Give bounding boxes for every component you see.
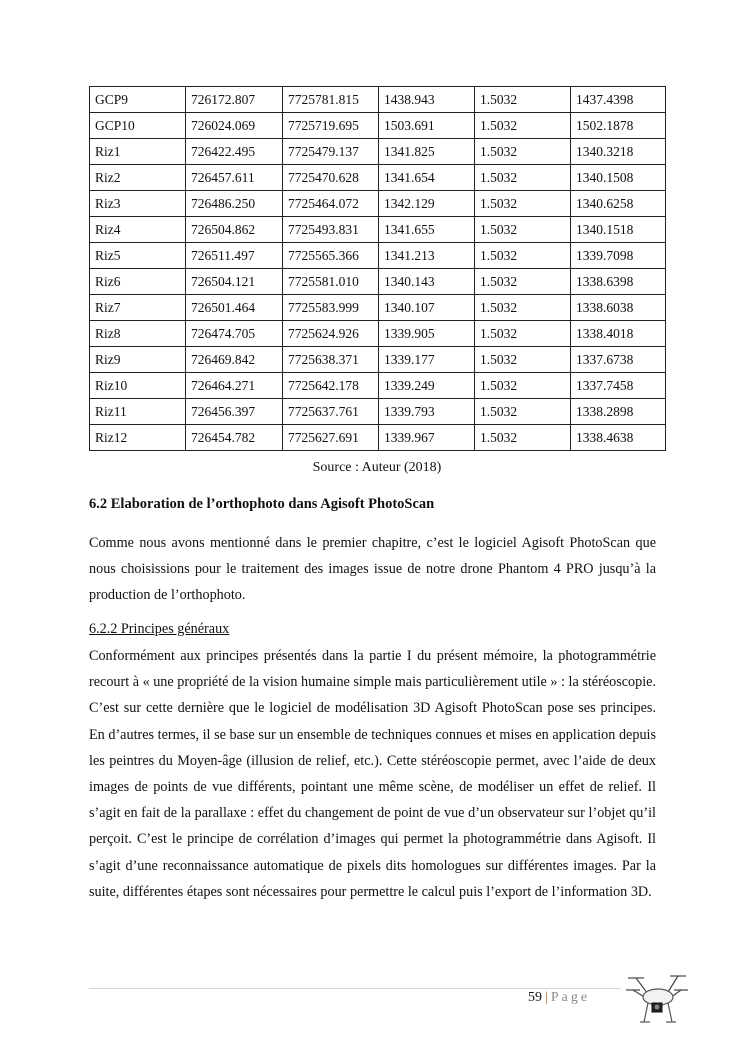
- table-cell: 1438.943: [379, 87, 475, 113]
- table-cell: 7725493.831: [283, 217, 379, 243]
- table-cell: 1338.6398: [571, 269, 666, 295]
- table-cell: 1.5032: [475, 243, 571, 269]
- table-cell: 7725464.072: [283, 191, 379, 217]
- page-label: Page: [550, 990, 591, 1005]
- table-cell: 1.5032: [475, 191, 571, 217]
- table-row: [90, 113, 666, 139]
- table-cell: 726504.121: [186, 269, 283, 295]
- table-row: [90, 217, 666, 243]
- table-cell: 726486.250: [186, 191, 283, 217]
- table-row: [90, 165, 666, 191]
- table-row: [90, 373, 666, 399]
- table-cell: 7725624.926: [283, 321, 379, 347]
- table-cell: 1338.4638: [571, 425, 666, 451]
- table-cell: 1437.4398: [571, 87, 666, 113]
- table-cell: Riz10: [90, 373, 186, 399]
- table-cell: Riz6: [90, 269, 186, 295]
- table-cell: 1339.7098: [571, 243, 666, 269]
- table-cell: 1341.825: [379, 139, 475, 165]
- table-cell: 7725638.371: [283, 347, 379, 373]
- table-cell: 1341.213: [379, 243, 475, 269]
- table-cell: 1.5032: [475, 425, 571, 451]
- table-cell: Riz2: [90, 165, 186, 191]
- table-cell: 7725627.691: [283, 425, 379, 451]
- table-cell: 1340.107: [379, 295, 475, 321]
- table-row: [90, 87, 666, 113]
- coordinates-table: [89, 86, 666, 451]
- table-cell: 726474.705: [186, 321, 283, 347]
- table-cell: 726501.464: [186, 295, 283, 321]
- table-cell: 1.5032: [475, 87, 571, 113]
- table-cell: 1339.249: [379, 373, 475, 399]
- table-row: [90, 139, 666, 165]
- table-cell: 7725642.178: [283, 373, 379, 399]
- table-cell: 1340.143: [379, 269, 475, 295]
- table-cell: 726464.271: [186, 373, 283, 399]
- table-cell: 726511.497: [186, 243, 283, 269]
- table-cell: 1340.1508: [571, 165, 666, 191]
- table-cell: 7725581.010: [283, 269, 379, 295]
- table-cell: 1338.6038: [571, 295, 666, 321]
- table-cell: Riz4: [90, 217, 186, 243]
- table-cell: Riz1: [90, 139, 186, 165]
- table-cell: 1340.1518: [571, 217, 666, 243]
- table-cell: 1.5032: [475, 347, 571, 373]
- table-cell: 1502.1878: [571, 113, 666, 139]
- table-cell: 1341.654: [379, 165, 475, 191]
- table-cell: 726456.397: [186, 399, 283, 425]
- table-cell: 7725781.815: [283, 87, 379, 113]
- table-cell: 1.5032: [475, 113, 571, 139]
- table-cell: 1341.655: [379, 217, 475, 243]
- table-cell: 1.5032: [475, 269, 571, 295]
- table-cell: 726024.069: [186, 113, 283, 139]
- table-cell: 7725583.999: [283, 295, 379, 321]
- table-cell: 1339.967: [379, 425, 475, 451]
- table-cell: Riz9: [90, 347, 186, 373]
- table-cell: 7725470.628: [283, 165, 379, 191]
- table-cell: GCP9: [90, 87, 186, 113]
- table-cell: 726469.842: [186, 347, 283, 373]
- table-cell: 1.5032: [475, 373, 571, 399]
- table-row: [90, 425, 666, 451]
- table-cell: 1.5032: [475, 165, 571, 191]
- table-cell: 1339.905: [379, 321, 475, 347]
- table-cell: 726422.495: [186, 139, 283, 165]
- table-cell: 1338.4018: [571, 321, 666, 347]
- table-cell: 1.5032: [475, 139, 571, 165]
- table-cell: 7725565.366: [283, 243, 379, 269]
- table-cell: 1339.177: [379, 347, 475, 373]
- table-row: [90, 269, 666, 295]
- table-row: [90, 243, 666, 269]
- table-cell: 1340.6258: [571, 191, 666, 217]
- table-row: [90, 347, 666, 373]
- table-cell: 1339.793: [379, 399, 475, 425]
- page-number: 59: [528, 990, 542, 1005]
- table-cell: 1503.691: [379, 113, 475, 139]
- table-cell: 726454.782: [186, 425, 283, 451]
- table-cell: Riz12: [90, 425, 186, 451]
- table-cell: 1342.129: [379, 191, 475, 217]
- page-footer: [528, 990, 590, 1006]
- table-cell: Riz5: [90, 243, 186, 269]
- table-cell: Riz3: [90, 191, 186, 217]
- table-cell: 1338.2898: [571, 399, 666, 425]
- section-heading: 6.2 Elaboration de l’orthophoto dans Agisoft PhotoScan: [89, 496, 435, 512]
- intro-paragraph: Comme nous avons mentionné dans le premier chapitre, c’est le logiciel Agisoft PhotoScan que nous choisissions pour le traitement des images issue de notre drone Phantom 4 PRO jusqu’à la production de l’orthophoto.: [89, 535, 656, 604]
- table-cell: Riz8: [90, 321, 186, 347]
- drone-icon: [622, 970, 692, 1028]
- table-row: [90, 399, 666, 425]
- table-cell: 1.5032: [475, 217, 571, 243]
- table-cell: 726172.807: [186, 87, 283, 113]
- table-cell: Riz11: [90, 399, 186, 425]
- table-cell: 1.5032: [475, 399, 571, 425]
- table-row: [90, 191, 666, 217]
- table-cell: 1.5032: [475, 295, 571, 321]
- table-cell: 1337.6738: [571, 347, 666, 373]
- table-cell: Riz7: [90, 295, 186, 321]
- table-cell: 1.5032: [475, 321, 571, 347]
- table-row: [90, 295, 666, 321]
- table-cell: 1337.7458: [571, 373, 666, 399]
- footer-divider: [89, 988, 621, 989]
- table-cell: 1340.3218: [571, 139, 666, 165]
- table-cell: 7725479.137: [283, 139, 379, 165]
- table-cell: 726504.862: [186, 217, 283, 243]
- table-cell: 7725719.695: [283, 113, 379, 139]
- table-cell: 7725637.761: [283, 399, 379, 425]
- body-paragraph: Conformément aux principes présentés dans la partie I du présent mémoire, la photogrammétrie recourt à « une propriété de la vision humaine simple mais particulièrement utile » : la stéréoscopie. C’est sur cette dernière que le logiciel de modélisation 3D Agisoft PhotoScan pose ses principes. En d’autres termes, il se base sur un ensemble de techniques connues et mises en application depuis les peintres du Moyen-âge (illusion de relief, etc.). Cette stéréoscopie permet, avec l’aide de deux images de points de vue différents, pointant une même scène, de modéliser un effet de relief. Il s’agit en fait de la parallaxe : effet du changement de point de vue d’un observateur sur l’objet qu’il perçoit. C’est le principe de corrélation d’images qui permet la photogrammétrie dans Agisoft. Il s’agit d’une reconnaissance automatique de pixels dits homologues sur différentes images. Par la suite, différentes étapes sont nécessaires pour permettre le calcul puis l’export de l’information 3D.: [89, 648, 656, 900]
- table-row: [90, 321, 666, 347]
- subsection-heading: 6.2.2 Principes généraux: [89, 621, 230, 637]
- table-cell: 726457.611: [186, 165, 283, 191]
- footer-separator: |: [545, 990, 548, 1005]
- table-caption: Source : Auteur (2018): [312, 460, 442, 475]
- table-body: [90, 87, 666, 451]
- table-cell: GCP10: [90, 113, 186, 139]
